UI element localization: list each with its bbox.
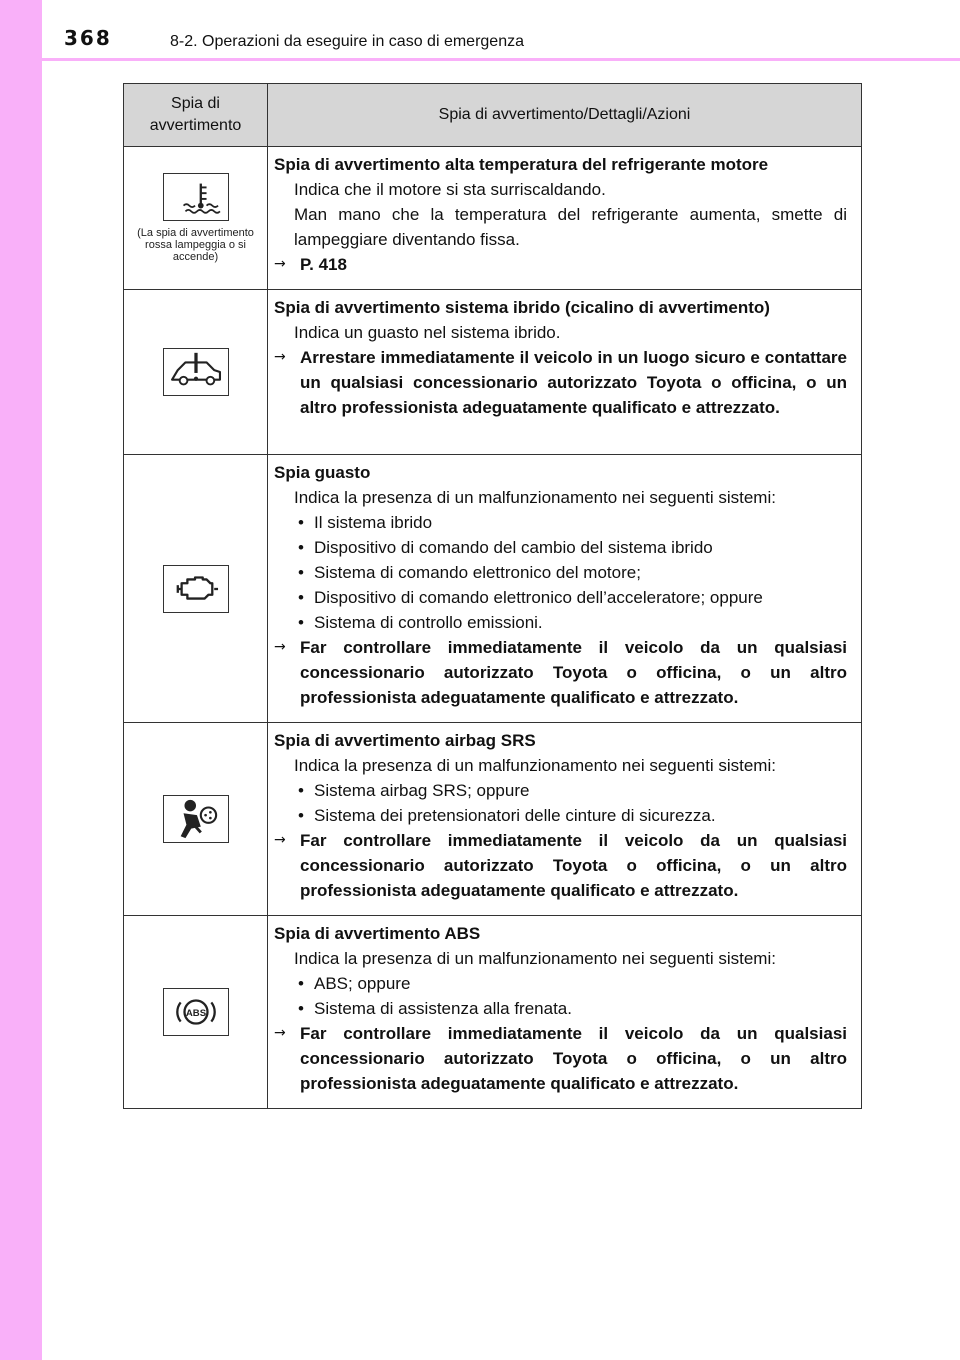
table-row <box>124 290 862 455</box>
srs-airbag-icon <box>163 795 229 843</box>
list-item: • Sistema di comando elettronico del motore; <box>274 560 847 585</box>
page-number: 368 <box>64 26 112 50</box>
bullet-list <box>274 971 847 1021</box>
icon-cell <box>124 147 268 290</box>
arrow-right-icon: → <box>274 832 286 848</box>
list-item: • Sistema airbag SRS; oppure <box>274 778 847 803</box>
row-title: Spia guasto <box>274 463 371 482</box>
table-row <box>124 723 862 916</box>
table-row <box>124 916 862 1109</box>
side-color-bar <box>0 0 42 1360</box>
header-divider <box>42 58 960 61</box>
bullet-list <box>274 510 847 635</box>
page-header <box>42 0 960 60</box>
description-line: Indica un guasto nel sistema ibrido. <box>294 323 561 342</box>
table-row <box>124 147 862 290</box>
row-title: Spia di avvertimento sistema ibrido (cicalino di avvertimento) <box>274 298 770 317</box>
hybrid-system-warning-icon <box>163 348 229 396</box>
table-row <box>124 455 862 723</box>
action-text: → Far controllare immediatamente il veicolo da un qualsiasi concessionario autorizzato Toyota o officina, o un altro professionista adeguatamente qualificato e attrezzato. <box>274 828 847 903</box>
description-cell <box>268 916 862 1109</box>
description-cell <box>268 147 862 290</box>
list-item: • Dispositivo di comando del cambio del sistema ibrido <box>274 535 847 560</box>
arrow-right-icon: → <box>274 639 286 655</box>
icon-cell <box>124 916 268 1109</box>
row-title: Spia di avvertimento airbag SRS <box>274 731 536 750</box>
description-line: Indica la presenza di un malfunzionamento nei seguenti sistemi: <box>294 949 776 968</box>
list-item: • Sistema dei pretensionatori delle cinture di sicurezza. <box>274 803 847 828</box>
icon-cell <box>124 723 268 916</box>
icon-cell <box>124 290 268 455</box>
description-cell <box>268 723 862 916</box>
description-line: Indica la presenza di un malfunzionamento nei seguenti sistemi: <box>294 756 776 775</box>
bullet-list <box>274 778 847 828</box>
icon-cell <box>124 455 268 723</box>
list-item: • ABS; oppure <box>274 971 847 996</box>
description-cell <box>268 290 862 455</box>
abs-icon-text: ABS <box>185 1007 206 1019</box>
arrow-right-icon: → <box>274 1025 286 1041</box>
row-title: Spia di avvertimento alta temperatura del refrigerante motore <box>274 155 769 174</box>
table-header-row <box>124 84 862 147</box>
action-text: → Far controllare immediatamente il veicolo da un qualsiasi concessionario autorizzato Toyota o officina, o un altro professionista adeguatamente qualificato e attrezzato. <box>274 635 847 710</box>
icon-caption: (La spia di avvertimento rossa lampeggia o si accende) <box>137 227 254 263</box>
list-item: • Sistema di controllo emissioni. <box>274 610 847 635</box>
page-reference-link[interactable]: → P. 418 <box>274 252 847 277</box>
row-title: Spia di avvertimento ABS <box>274 924 481 943</box>
column-header-light: Spia di avvertimento <box>124 84 268 147</box>
description-cell <box>268 455 862 723</box>
check-engine-icon <box>163 565 229 613</box>
list-item: • Il sistema ibrido <box>274 510 847 535</box>
action-text: → Far controllare immediatamente il veicolo da un qualsiasi concessionario autorizzato Toyota o officina, o un altro professionista adeguatamente qualificato e attrezzato. <box>274 1021 847 1096</box>
action-text: → Arrestare immediatamente il veicolo in un luogo sicuro e contattare un qualsiasi concessionario autorizzato Toyota o officina, o un altro professionista adeguatamente qualificato e attrezzato. <box>274 345 847 420</box>
abs-icon <box>163 988 229 1036</box>
coolant-temperature-icon <box>163 173 229 221</box>
list-item: • Dispositivo di comando elettronico dell’acceleratore; oppure <box>274 585 847 610</box>
description-line: Indica la presenza di un malfunzionamento nei seguenti sistemi: <box>294 488 776 507</box>
arrow-right-icon: → <box>274 256 286 272</box>
list-item: • Sistema di assistenza alla frenata. <box>274 996 847 1021</box>
warning-lights-table <box>123 83 862 1109</box>
arrow-right-icon: → <box>274 349 286 365</box>
section-title: 8-2. Operazioni da eseguire in caso di emergenza <box>170 33 524 50</box>
description-line: Man mano che la temperatura del refrigerante aumenta, smette di lampeggiare diventando fissa. <box>294 205 847 249</box>
description-line: Indica che il motore si sta surriscaldando. <box>294 180 606 199</box>
column-header-details: Spia di avvertimento/Dettagli/Azioni <box>268 84 862 147</box>
